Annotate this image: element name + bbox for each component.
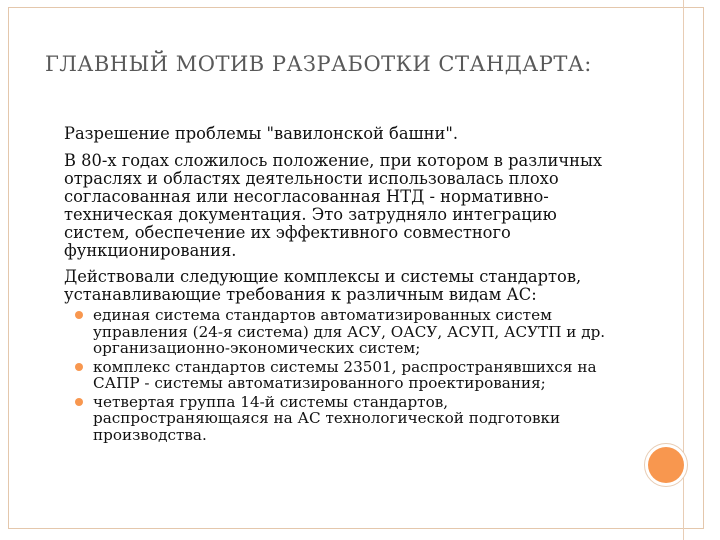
list-item-text: комплекс стандартов системы 23501, распространявшихся на САПР - системы автоматизированного проектирования; [93, 357, 597, 392]
paragraph-babel: Разрешение проблемы "вавилонской башни". [64, 124, 459, 143]
standards-list [64, 307, 624, 443]
list-item [64, 394, 624, 444]
list-item-text: четвертая группа 14-й системы стандартов, распространяющаяся на АС технологической подготовки производства. [93, 392, 561, 444]
list-item [64, 307, 624, 357]
bullet-icon [75, 363, 83, 371]
orange-circle-icon [648, 447, 684, 483]
list-item-text: единая система стандартов автоматизированных систем управления (24-я система) для АСУ, ОАСУ, АСУП, АСУТП и др. организационно-экономических систем; [93, 306, 606, 357]
slide-title: ГЛАВНЫЙ МОТИВ РАЗРАБОТКИ СТАНДАРТА: [45, 52, 592, 76]
paragraph-standards: Действовали следующие комплексы и системы стандартов, устанавливающие требования к различным видам АС: [64, 267, 582, 304]
paragraph-80s: В 80-х годах сложилось положение, при котором в различных отраслях и областях деятельности использовалась плохо согласованная или несогласованная НТД - нормативно-техническая документация. Это затрудняло интеграцию систем, обеспечение их эффективного совместного функционирования. [64, 151, 603, 260]
bullet-icon [75, 398, 83, 406]
slide-body [64, 125, 624, 445]
bullet-icon [75, 311, 83, 319]
list-item [64, 359, 624, 392]
